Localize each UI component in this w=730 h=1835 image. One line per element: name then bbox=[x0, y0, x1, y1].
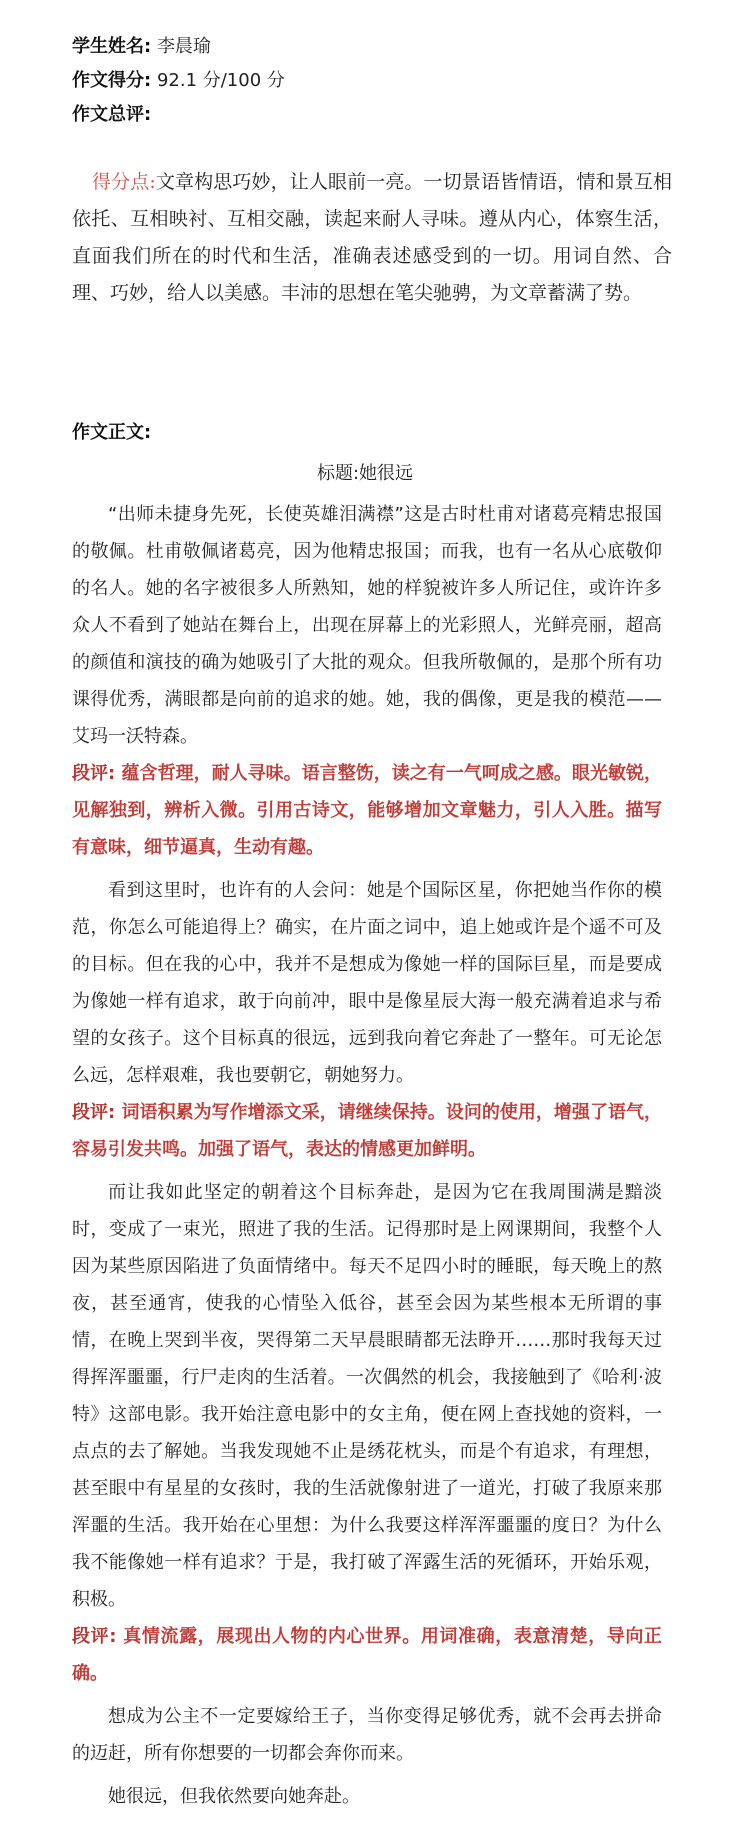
essay-paragraph-1: “出师未捷身先死，长使英雄泪满襟”这是古时杜甫对诸葛亮精忠报国的敬佩。杜甫敬佩诸葛亮，因为他精忠报国；而我，也有一名从心底敬仰的名人。她的名字被很多人所熟知，她的样貌被许多人所记住，或许许多众人不看到了她站在舞台上，出现在屏幕上的光彩照人，光鲜亮丽，超高的颜值和演技的确为她吸引了大批的观众。但我所敬佩的，是那个所有功课得优秀，满眼都是向前的追求的她。她，我的偶像，更是我的模范——艾玛一沃特森。 bbox=[72, 504, 662, 747]
essay-paragraph-2: 看到这里时，也许有的人会问：她是个国际区星，你把她当作你的模范，你怎么可能追得上？确实，在片面之词中，追上她或许是个遥不可及的目标。但在我的心中，我并不是想成为像她一样的国际巨星，而是要成为像她一样有追求，敢于向前冲，眼中是像星辰大海一般充满着追求与希望的女孩子。这个目标真的很远，远到我向着它奔赴了一整年。可无论怎么远，怎样艰难，我也要朝它，朝她努力。 bbox=[72, 880, 662, 1086]
review-label-1: 段评: bbox=[72, 763, 116, 784]
student-name-value: 李晨瑜 bbox=[156, 36, 211, 57]
review-text-3: 真情流露，展现出人物的内心世界。用词准确，表意清楚，导向正确。 bbox=[72, 1626, 663, 1684]
essay-body bbox=[72, 496, 662, 1815]
review-label-2: 段评: bbox=[72, 1102, 116, 1123]
student-name-label: 学生姓名: bbox=[72, 36, 152, 57]
review-text-1: 蕴含哲理，耐人寻味。语言整饬，读之有一气呵成之感。眼光敏锐，见解独到，辨析入微。引用古诗文，能够增加文章魅力，引人入胜。描写有意味，细节逼真，生动有趣。 bbox=[72, 763, 662, 858]
student-name-line bbox=[72, 34, 211, 60]
overall-comment-heading bbox=[72, 102, 151, 128]
essay-paragraph-5: 她很远，但我依然要向她奔赴。 bbox=[108, 1786, 360, 1807]
essay-paragraph-4: 想成为公主不一定要嫁给王子，当你变得足够优秀，就不会再去拼命的迈赶，所有你想要的一切都会奔你而来。 bbox=[72, 1706, 662, 1764]
overall-comment bbox=[72, 164, 672, 312]
paragraph-review-1 bbox=[72, 755, 662, 866]
essay-title: 标题:她很远 bbox=[316, 463, 414, 484]
summary-text: 文章构思巧妙，让人眼前一亮。一切景语皆情语，情和景互相依托、互相映衬、互相交融，读起来耐人寻味。遵从内心，体察生活，直面我们所在的时代和生活，准确表述感受到的一切。用词自然、合理、巧妙，给人以美感。丰沛的思想在笔尖驰骋，为文章蓄满了势。 bbox=[72, 171, 672, 304]
score-line bbox=[72, 68, 285, 94]
essay-section-heading: 作文正文: bbox=[72, 422, 152, 443]
score-value: 92.1 分/100 分 bbox=[156, 70, 285, 91]
review-text-2: 词语积累为写作增添文采，请继续保持。设问的使用，增强了语气，容易引发共鸣。加强了语气，表达的情感更加鲜明。 bbox=[72, 1102, 662, 1160]
review-label-3: 段评: bbox=[72, 1626, 117, 1647]
score-label: 作文得分: bbox=[72, 70, 152, 91]
essay-paragraph-3: 而让我如此坚定的朝着这个目标奔赴，是因为它在我周围满是黯淡时，变成了一束光，照进了我的生活。记得那时是上网课期间，我整个人因为某些原因陷进了负面情绪中。每天不足四小时的睡眠，每天晚上的熬夜，甚至通宵，使我的心情坠入低谷，甚至会因为某些根本无所谓的事情，在晚上哭到半夜，哭得第二天早晨眼睛都无法睁开……那时我每天过得挥浑噩噩，行尸走肉的生活着。一次偶然的机会，我接触到了《哈利·波特》这部电影。我开始注意电影中的女主角，便在网上查找她的资料，一点点的去了解她。当我发现她不止是绣花枕头，而是个有追求，有理想，甚至眼中有星星的女孩时，我的生活就像射进了一道光，打破了我原来那浑噩的生活。我开始在心里想：为什么我要这样浑浑噩噩的度日？为什么我不能像她一样有追求？于是，我打破了浑露生活的死循环，开始乐观，积极。 bbox=[72, 1182, 662, 1610]
paragraph-review-3 bbox=[72, 1618, 662, 1692]
overall-comment-label: 作文总评: bbox=[72, 104, 152, 125]
summary-label: 得分点: bbox=[92, 171, 156, 193]
paragraph-review-2 bbox=[72, 1094, 662, 1168]
